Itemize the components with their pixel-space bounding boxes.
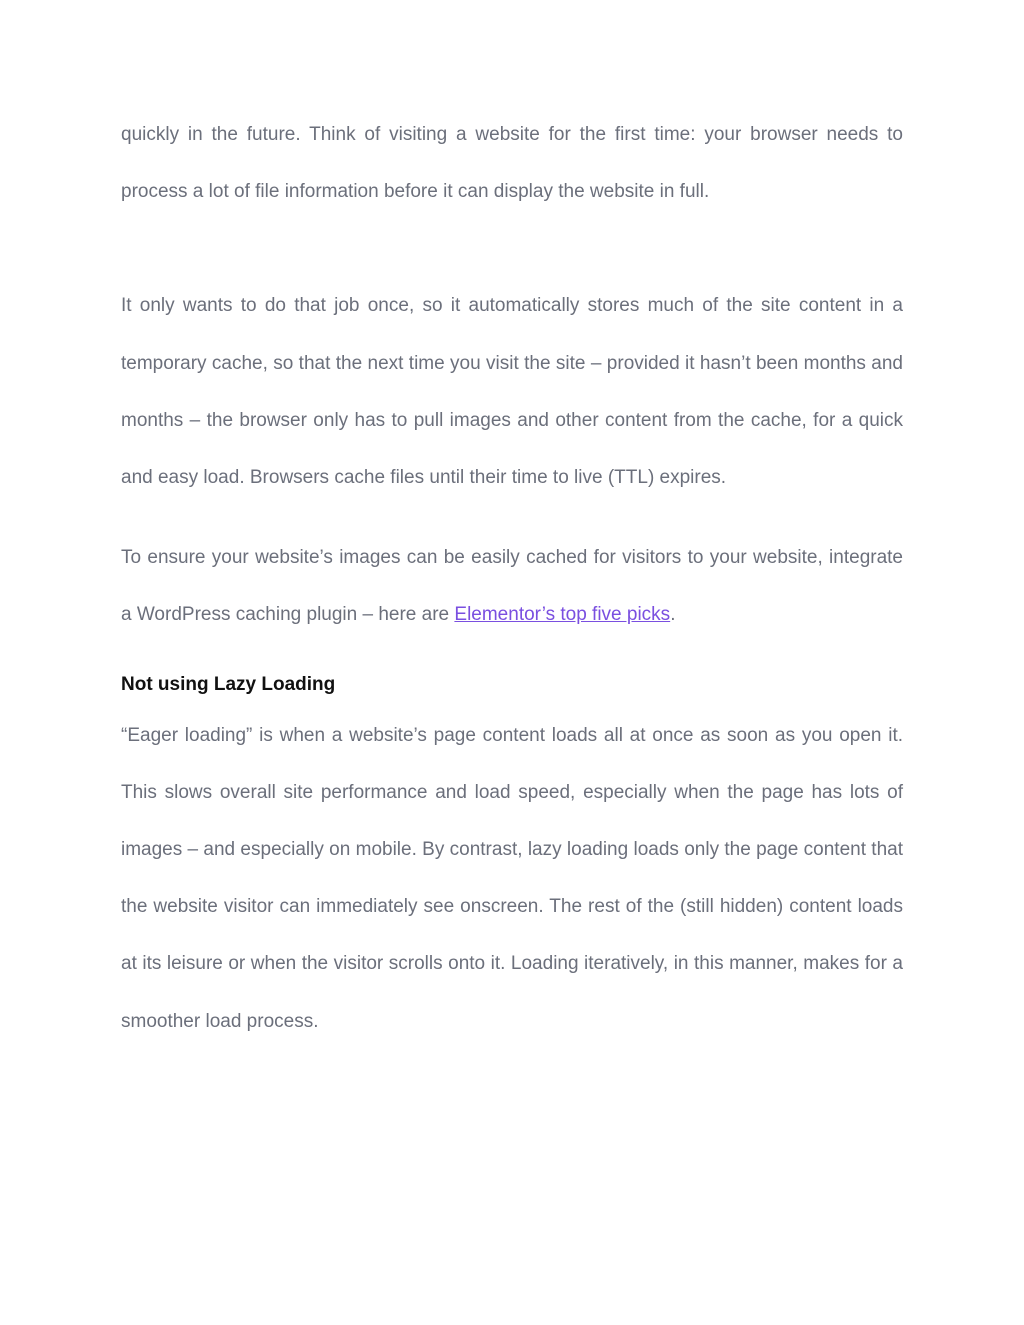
section-heading-lazy-loading: Not using Lazy Loading bbox=[121, 673, 336, 695]
paragraph-lazy-loading: “Eager loading” is when a website’s page content loads all at once as soon as you open it. This slows overall site performance and load speed, especially when the page has lots of images – and especially on mobile. By contrast, lazy loading loads only the page content that the website visitor can immediately see onscreen. The rest of the (still hidden) content loads at its leisure or when the visitor scrolls onto it. Loading iteratively, in this manner, makes for a smoother load process. bbox=[121, 724, 903, 1032]
paragraph-browser-cache-intro: quickly in the future. Think of visiting a website for the first time: your browser needs to process a lot of file information before it can display the website in full. bbox=[121, 124, 903, 203]
paragraph-cache-explanation: It only wants to do that job once, so it automatically stores much of the site content in a temporary cache, so that the next time you visit the site – provided it hasn’t been months and months – the browser only has to pull images and other content from the cache, for a quick and easy load. Browsers cache files until their time to live (TTL) expires. bbox=[121, 295, 903, 489]
caching-plugin-text: To ensure your website’s images can be easily cached for visitors to your website, integrate a WordPress caching plugin – here are bbox=[121, 547, 903, 626]
document-page bbox=[121, 106, 903, 1050]
caching-plugin-period: . bbox=[670, 604, 676, 626]
elementor-top-picks-link[interactable]: Elementor’s top five picks bbox=[454, 604, 671, 626]
paragraph-caching-plugin bbox=[121, 529, 903, 643]
